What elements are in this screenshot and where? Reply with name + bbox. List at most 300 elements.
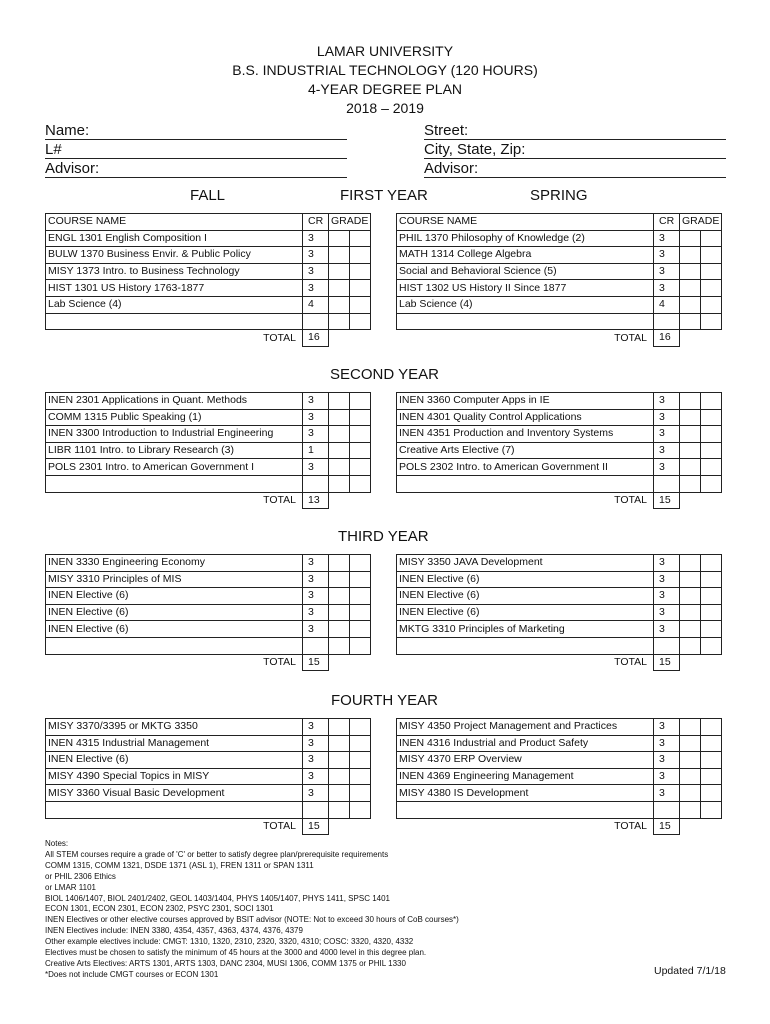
course-name: MISY 4370 ERP Overview	[397, 752, 654, 769]
table-row	[397, 801, 722, 818]
course-credits	[303, 475, 329, 492]
course-name: INEN Elective (6)	[397, 588, 654, 605]
course-name: INEN Elective (6)	[46, 752, 303, 769]
grade-cell-extra[interactable]	[350, 735, 371, 752]
grade-cell[interactable]	[329, 735, 350, 752]
grade-cell-extra[interactable]	[350, 280, 371, 297]
course-name: POLS 2302 Intro. to American Government II	[397, 459, 654, 476]
table-row	[46, 280, 371, 297]
course-credits: 3	[303, 604, 329, 621]
total-label: TOTAL	[397, 818, 654, 835]
grade-cell-extra[interactable]	[350, 768, 371, 785]
grade-cell-extra[interactable]	[350, 475, 371, 492]
total-row	[397, 492, 722, 509]
course-name: INEN Elective (6)	[397, 604, 654, 621]
grade-cell-extra[interactable]	[350, 409, 371, 426]
grade-cell-extra[interactable]	[701, 768, 722, 785]
note-line: INEN Electives include: INEN 3380, 4354, 4357, 4363, 4374, 4376, 4379	[45, 926, 303, 936]
grade-cell-extra[interactable]	[701, 313, 722, 330]
course-name: MISY 3370/3395 or MKTG 3350	[46, 719, 303, 736]
course-credits: 3	[303, 280, 329, 297]
academic-year: 2018 – 2019	[346, 100, 424, 116]
grade-cell[interactable]	[329, 296, 350, 313]
grade-cell-extra[interactable]	[350, 621, 371, 638]
grade-cell[interactable]	[329, 280, 350, 297]
course-credits	[303, 637, 329, 654]
grade-cell-extra[interactable]	[350, 801, 371, 818]
course-name	[46, 313, 303, 330]
course-name: MISY 4350 Project Management and Practices	[397, 719, 654, 736]
grade-cell[interactable]	[329, 393, 350, 410]
grade-cell-extra[interactable]	[701, 247, 722, 264]
grade-cell-extra[interactable]	[701, 475, 722, 492]
grade-cell-extra[interactable]	[350, 459, 371, 476]
city-line	[424, 158, 726, 159]
grade-cell[interactable]	[680, 555, 701, 572]
grade-cell[interactable]	[329, 801, 350, 818]
table-header-row	[397, 214, 722, 231]
course-name: MKTG 3310 Principles of Marketing	[397, 621, 654, 638]
street-label: Street:	[424, 122, 469, 139]
table-row	[397, 555, 722, 572]
table-row	[397, 588, 722, 605]
total-label: TOTAL	[46, 818, 303, 835]
table-row	[46, 426, 371, 443]
course-name: INEN 3300 Introduction to Industrial Engineering	[46, 426, 303, 443]
grade-cell-extra[interactable]	[701, 409, 722, 426]
table-row	[397, 409, 722, 426]
course-credits: 3	[654, 426, 680, 443]
grade-cell-extra[interactable]	[701, 752, 722, 769]
note-line: INEN Electives or other elective courses approved by BSIT advisor (NOTE: Not to exceed 30 hours of CoB courses*)	[45, 915, 459, 925]
total-credits: 13	[303, 492, 329, 509]
grade-cell[interactable]	[680, 621, 701, 638]
grade-cell-extra[interactable]	[350, 604, 371, 621]
course-credits: 3	[303, 571, 329, 588]
table-row	[397, 621, 722, 638]
grade-cell[interactable]	[680, 459, 701, 476]
grade-cell[interactable]	[329, 588, 350, 605]
course-credits: 3	[654, 571, 680, 588]
course-name: MATH 1314 College Algebra	[397, 247, 654, 264]
table-header-row	[46, 214, 371, 231]
course-credits: 1	[303, 442, 329, 459]
course-name: INEN Elective (6)	[46, 621, 303, 638]
grade-cell[interactable]	[680, 752, 701, 769]
grade-cell-extra[interactable]	[350, 230, 371, 247]
table-row	[46, 801, 371, 818]
table-row	[397, 719, 722, 736]
course-credits: 3	[654, 247, 680, 264]
grade-cell[interactable]	[329, 768, 350, 785]
grade-cell-extra[interactable]	[701, 296, 722, 313]
table-row	[397, 313, 722, 330]
grade-cell[interactable]	[329, 785, 350, 802]
total-row	[397, 818, 722, 835]
course-table-fall	[45, 392, 371, 509]
grade-cell[interactable]	[680, 475, 701, 492]
grade-cell-extra[interactable]	[701, 801, 722, 818]
grade-cell-extra[interactable]	[350, 785, 371, 802]
total-label: TOTAL	[46, 492, 303, 509]
course-credits: 3	[303, 719, 329, 736]
course-name: INEN 3360 Computer Apps in IE	[397, 393, 654, 410]
course-name	[46, 801, 303, 818]
note-line: ECON 1301, ECON 2301, ECON 2302, PSYC 2301, SOCI 1301	[45, 904, 274, 914]
grade-cell[interactable]	[680, 719, 701, 736]
course-name: POLS 2301 Intro. to American Government I	[46, 459, 303, 476]
note-line: Electives must be chosen to satisfy the minimum of 45 hours at the 3000 and 4000 level in this degree plan.	[45, 948, 427, 958]
course-name: ENGL 1301 English Composition I	[46, 230, 303, 247]
credit-header: CR	[654, 214, 680, 231]
plan-title: 4-YEAR DEGREE PLAN	[307, 81, 463, 97]
grade-cell[interactable]	[329, 442, 350, 459]
course-credits: 3	[654, 459, 680, 476]
course-credits: 4	[303, 296, 329, 313]
grade-cell-extra[interactable]	[701, 442, 722, 459]
course-table-spring	[396, 554, 722, 671]
total-credits: 15	[654, 654, 680, 671]
total-blank	[329, 818, 371, 835]
course-table-spring	[396, 718, 722, 835]
grade-cell-extra[interactable]	[701, 426, 722, 443]
grade-cell-extra[interactable]	[701, 604, 722, 621]
grade-cell[interactable]	[329, 571, 350, 588]
course-credits: 3	[303, 230, 329, 247]
grade-cell[interactable]	[680, 296, 701, 313]
grade-cell-extra[interactable]	[350, 637, 371, 654]
course-credits: 3	[303, 263, 329, 280]
credit-header: CR	[303, 214, 329, 231]
table-row	[397, 426, 722, 443]
grade-cell[interactable]	[329, 459, 350, 476]
grade-cell[interactable]	[680, 604, 701, 621]
grade-cell[interactable]	[680, 637, 701, 654]
course-name: MISY 4380 IS Development	[397, 785, 654, 802]
course-credits: 3	[303, 426, 329, 443]
table-row	[397, 280, 722, 297]
course-credits	[303, 313, 329, 330]
total-blank	[680, 654, 722, 671]
table-row	[397, 785, 722, 802]
course-name: MISY 1373 Intro. to Business Technology	[46, 263, 303, 280]
course-credits: 3	[654, 768, 680, 785]
course-credits: 3	[303, 247, 329, 264]
table-row	[46, 621, 371, 638]
grade-cell-extra[interactable]	[701, 588, 722, 605]
table-row	[397, 230, 722, 247]
course-credits: 3	[654, 409, 680, 426]
course-name: PHIL 1370 Philosophy of Knowledge (2)	[397, 230, 654, 247]
course-table-spring	[396, 213, 722, 347]
table-row	[46, 313, 371, 330]
note-line: Other example electives include: CMGT: 1310, 1320, 2310, 2320, 3320, 4310; COSC: 3320, 4320, 4332	[45, 937, 414, 947]
grade-cell-extra[interactable]	[701, 555, 722, 572]
total-blank	[329, 492, 371, 509]
grade-cell[interactable]	[680, 263, 701, 280]
table-row	[46, 604, 371, 621]
table-row	[46, 475, 371, 492]
course-table-fall	[45, 213, 371, 347]
grade-cell-extra[interactable]	[701, 621, 722, 638]
year-title: FIRST YEAR	[340, 187, 428, 204]
table-row	[397, 604, 722, 621]
table-row	[46, 785, 371, 802]
total-blank	[329, 330, 371, 347]
note-line: BIOL 1406/1407, BIOL 2401/2402, GEOL 1403/1404, PHYS 1405/1407, PHYS 1411, SPSC 1401	[45, 893, 390, 903]
year-title: SECOND YEAR	[330, 366, 439, 383]
grade-cell-extra[interactable]	[701, 637, 722, 654]
grade-cell[interactable]	[680, 247, 701, 264]
course-credits	[654, 801, 680, 818]
grade-cell-extra[interactable]	[350, 393, 371, 410]
course-name: MISY 3310 Principles of MIS	[46, 571, 303, 588]
grade-header: GRADE	[329, 214, 371, 231]
university-name: LAMAR UNIVERSITY	[316, 43, 454, 59]
note-line: COMM 1315, COMM 1321, DSDE 1371 (ASL 1), FREN 1311 or SPAN 1311	[45, 860, 314, 870]
grade-cell[interactable]	[680, 801, 701, 818]
course-name: INEN Elective (6)	[397, 571, 654, 588]
course-credits: 3	[303, 459, 329, 476]
course-credits: 3	[303, 409, 329, 426]
total-label: TOTAL	[397, 330, 654, 347]
grade-cell[interactable]	[329, 719, 350, 736]
note-line: All STEM courses require a grade of 'C' or better to satisfy degree plan/prerequisite requirements	[45, 849, 389, 859]
grade-cell[interactable]	[680, 442, 701, 459]
grade-cell[interactable]	[329, 637, 350, 654]
course-credits: 3	[303, 393, 329, 410]
table-row	[46, 752, 371, 769]
lnumber-line	[45, 158, 347, 159]
grade-cell[interactable]	[680, 768, 701, 785]
course-credits: 3	[654, 621, 680, 638]
course-credits: 3	[654, 785, 680, 802]
table-row	[46, 442, 371, 459]
table-row	[397, 768, 722, 785]
total-row	[46, 818, 371, 835]
total-row	[397, 654, 722, 671]
notes-heading: Notes:	[45, 839, 69, 848]
course-name	[397, 475, 654, 492]
table-row	[46, 637, 371, 654]
grade-cell-extra[interactable]	[701, 735, 722, 752]
grade-cell[interactable]	[329, 604, 350, 621]
course-name: HIST 1301 US History 1763-1877	[46, 280, 303, 297]
grade-cell-extra[interactable]	[350, 247, 371, 264]
grade-cell[interactable]	[329, 621, 350, 638]
course-name-header: COURSE NAME	[397, 214, 654, 231]
course-name: MISY 4390 Special Topics in MISY	[46, 768, 303, 785]
grade-cell[interactable]	[680, 230, 701, 247]
course-name: Social and Behavioral Science (5)	[397, 263, 654, 280]
total-credits: 15	[654, 492, 680, 509]
grade-cell-extra[interactable]	[701, 459, 722, 476]
total-row	[397, 330, 722, 347]
total-blank	[680, 492, 722, 509]
table-row	[397, 459, 722, 476]
year-title: FOURTH YEAR	[331, 692, 438, 709]
grade-cell-extra[interactable]	[350, 296, 371, 313]
grade-cell[interactable]	[329, 752, 350, 769]
table-row	[397, 735, 722, 752]
course-credits: 3	[654, 588, 680, 605]
course-credits: 3	[303, 621, 329, 638]
note-line: Creative Arts Electives: ARTS 1301, ARTS 1303, DANC 2304, MUSI 1306, COMM 1375 or PHIL 1330	[45, 958, 406, 968]
table-row	[397, 752, 722, 769]
program-name: B.S. INDUSTRIAL TECHNOLOGY (120 HOURS)	[232, 62, 538, 78]
total-label: TOTAL	[46, 654, 303, 671]
course-credits: 3	[654, 752, 680, 769]
course-name: Lab Science (4)	[46, 296, 303, 313]
table-row	[46, 555, 371, 572]
grade-cell-extra[interactable]	[701, 263, 722, 280]
course-table-fall	[45, 718, 371, 835]
course-credits: 3	[303, 768, 329, 785]
course-name: MISY 3350 JAVA Development	[397, 555, 654, 572]
grade-cell[interactable]	[329, 555, 350, 572]
grade-cell[interactable]	[680, 409, 701, 426]
table-row	[46, 571, 371, 588]
course-table-fall	[45, 554, 371, 671]
course-credits: 3	[303, 588, 329, 605]
total-credits: 16	[654, 330, 680, 347]
course-name: INEN 4316 Industrial and Product Safety	[397, 735, 654, 752]
course-name: INEN 4351 Production and Inventory Systems	[397, 426, 654, 443]
course-name: HIST 1302 US History II Since 1877	[397, 280, 654, 297]
advisor-label-left: Advisor:	[45, 160, 100, 177]
city-label: City, State, Zip:	[424, 141, 526, 158]
table-row	[46, 247, 371, 264]
grade-cell-extra[interactable]	[701, 230, 722, 247]
course-credits: 3	[654, 555, 680, 572]
total-label: TOTAL	[46, 330, 303, 347]
lnumber-label: L#	[45, 141, 62, 158]
course-credits: 3	[654, 442, 680, 459]
table-row	[46, 735, 371, 752]
table-row	[397, 296, 722, 313]
course-credits: 3	[303, 752, 329, 769]
course-name-header: COURSE NAME	[46, 214, 303, 231]
total-credits: 15	[654, 818, 680, 835]
course-credits: 3	[303, 555, 329, 572]
grade-cell[interactable]	[329, 230, 350, 247]
grade-cell-extra[interactable]	[350, 719, 371, 736]
grade-cell[interactable]	[329, 426, 350, 443]
course-credits	[654, 637, 680, 654]
course-credits: 3	[654, 230, 680, 247]
grade-cell[interactable]	[329, 247, 350, 264]
table-row	[397, 263, 722, 280]
course-name: INEN 4315 Industrial Management	[46, 735, 303, 752]
total-label: TOTAL	[397, 654, 654, 671]
course-name	[397, 637, 654, 654]
grade-cell[interactable]	[680, 588, 701, 605]
year-title: THIRD YEAR	[338, 528, 429, 545]
grade-cell-extra[interactable]	[350, 426, 371, 443]
course-name: INEN 3330 Engineering Economy	[46, 555, 303, 572]
course-name: COMM 1315 Public Speaking (1)	[46, 409, 303, 426]
grade-cell-extra[interactable]	[701, 571, 722, 588]
course-name	[46, 637, 303, 654]
total-label: TOTAL	[397, 492, 654, 509]
advisor-label-right: Advisor:	[424, 160, 479, 177]
grade-cell-extra[interactable]	[350, 752, 371, 769]
course-name: MISY 3360 Visual Basic Development	[46, 785, 303, 802]
course-credits	[654, 475, 680, 492]
grade-cell[interactable]	[329, 313, 350, 330]
document-header	[0, 42, 770, 118]
course-name	[397, 801, 654, 818]
grade-cell[interactable]	[680, 393, 701, 410]
grade-cell-extra[interactable]	[350, 555, 371, 572]
street-line	[424, 139, 726, 140]
grade-cell[interactable]	[680, 785, 701, 802]
total-row	[46, 492, 371, 509]
grade-cell[interactable]	[680, 735, 701, 752]
course-credits	[654, 313, 680, 330]
grade-cell[interactable]	[329, 475, 350, 492]
grade-cell-extra[interactable]	[350, 588, 371, 605]
notes-section	[45, 839, 645, 981]
total-blank	[680, 818, 722, 835]
course-credits: 3	[654, 735, 680, 752]
course-credits: 3	[654, 719, 680, 736]
grade-cell-extra[interactable]	[701, 785, 722, 802]
course-name: Lab Science (4)	[397, 296, 654, 313]
grade-cell[interactable]	[680, 571, 701, 588]
course-credits: 3	[654, 280, 680, 297]
table-row	[397, 442, 722, 459]
total-credits: 16	[303, 330, 329, 347]
grade-cell[interactable]	[329, 263, 350, 280]
grade-cell[interactable]	[680, 280, 701, 297]
name-line	[45, 139, 347, 140]
grade-cell-extra[interactable]	[350, 442, 371, 459]
grade-cell[interactable]	[680, 426, 701, 443]
table-row	[397, 571, 722, 588]
course-name	[46, 475, 303, 492]
table-row	[46, 296, 371, 313]
grade-cell-extra[interactable]	[701, 393, 722, 410]
grade-cell[interactable]	[329, 409, 350, 426]
table-row	[46, 719, 371, 736]
table-row	[397, 637, 722, 654]
note-line: or LMAR 1101	[45, 882, 96, 892]
course-name: INEN Elective (6)	[46, 588, 303, 605]
note-line: or PHIL 2306 Ethics	[45, 871, 116, 881]
table-row	[46, 768, 371, 785]
grade-cell-extra[interactable]	[350, 313, 371, 330]
course-credits: 4	[654, 296, 680, 313]
course-name: INEN Elective (6)	[46, 604, 303, 621]
table-row	[46, 230, 371, 247]
grade-cell-extra[interactable]	[350, 263, 371, 280]
name-label: Name:	[45, 122, 90, 139]
updated-date: Updated 7/1/18	[654, 965, 726, 977]
total-blank	[329, 654, 371, 671]
course-name: INEN 2301 Applications in Quant. Methods	[46, 393, 303, 410]
table-row	[46, 263, 371, 280]
grade-cell[interactable]	[680, 313, 701, 330]
grade-cell-extra[interactable]	[701, 719, 722, 736]
grade-cell-extra[interactable]	[350, 571, 371, 588]
advisor-line-left	[45, 177, 347, 178]
course-credits	[303, 801, 329, 818]
grade-cell-extra[interactable]	[701, 280, 722, 297]
total-row	[46, 654, 371, 671]
table-row	[46, 393, 371, 410]
total-row	[46, 330, 371, 347]
